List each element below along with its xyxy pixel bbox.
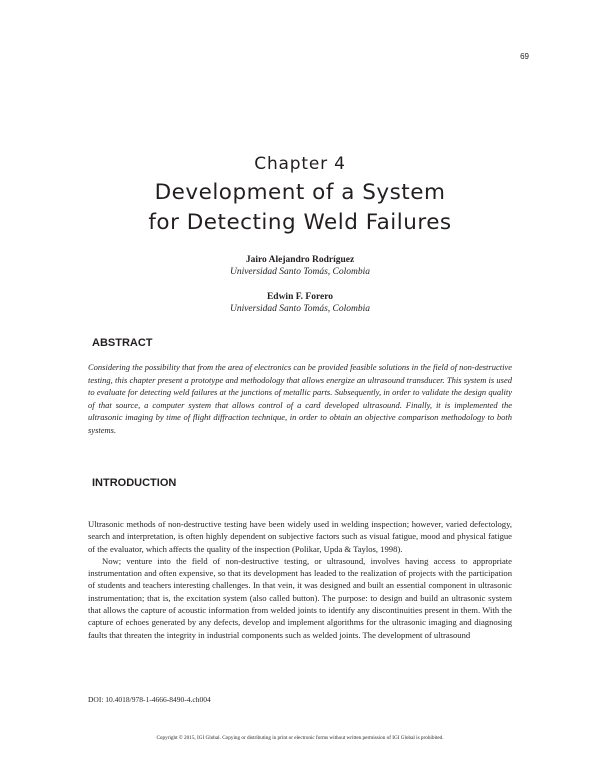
chapter-label: Chapter 4: [254, 154, 346, 174]
chapter-title-line-2: for Detecting Weld Failures: [148, 210, 452, 235]
author-affiliation: Universidad Santo Tomás, Colombia: [229, 304, 371, 314]
author-2: [0, 291, 600, 315]
introduction-body: [88, 518, 512, 641]
abstract-text: Considering the possibility that from the area of electronics can be provided feasible solutions in the field of non-destructive testing, this chapter present a prototype and methodology that allows energize an ultrasound transducer. This system is used to evaluate for detecting weld failures at the junctions of metallic parts. Subsequently, in order to validate the design quality of that source, a computer system that allows control of a card developed ultrasound. Finally, it is implemented the ultrasonic imaging by time of flight diffraction technique, in order to obtain an objective comparison methodology to both systems.: [88, 362, 512, 435]
chapter-title: [0, 178, 600, 238]
page-number: 69: [520, 52, 529, 61]
doi-line: DOI: 10.4018/978-1-4666-8490-4.ch004: [88, 695, 211, 704]
introduction-heading: INTRODUCTION: [92, 477, 177, 489]
introduction-paragraph-2: Now; venture into the field of non-destructive testing, or ultrasound, involves having access to appropriate instrumentation and often expensive, so that its development has leaded to the realization of projects with the participation of students and teachers interesting challenges. In that vein, it was designed and built an essential component in ultrasonic instrumentation; that is, the excitation system (also called button). The purpose: to design and build an ultrasonic system that allows the capture of acoustic information from welded joints to identify any discontinuities present in them. With the capture of echoes generated by any defects, develop and implement algorithms for the ultrasonic imaging and diagnosing faults that threaten the integrity in industrial components such as welded joints. The development of ultrasound: [88, 555, 512, 640]
author-name: Edwin F. Forero: [266, 292, 334, 302]
author-1: [0, 254, 600, 278]
author-name: Jairo Alejandro Rodríguez: [245, 255, 355, 265]
chapter-title-line-1: Development of a System: [154, 180, 446, 205]
copyright-notice: Copyright © 2015, IGI Global. Copying or distributing in print or electronic forms without written permission of IGI Global is prohibited.: [156, 735, 444, 741]
introduction-paragraph-1: Ultrasonic methods of non-destructive testing have been widely used in welding inspection; however, varied defectology, search and interpretation, is often highly dependent on subjective factors such as visual fatigue, mood and physical fatigue of the evaluator, which affects the quality of the inspection (Polikar, Upda & Taylos, 1998).: [88, 519, 512, 554]
author-affiliation: Universidad Santo Tomás, Colombia: [229, 267, 371, 277]
abstract-heading: ABSTRACT: [92, 337, 153, 349]
